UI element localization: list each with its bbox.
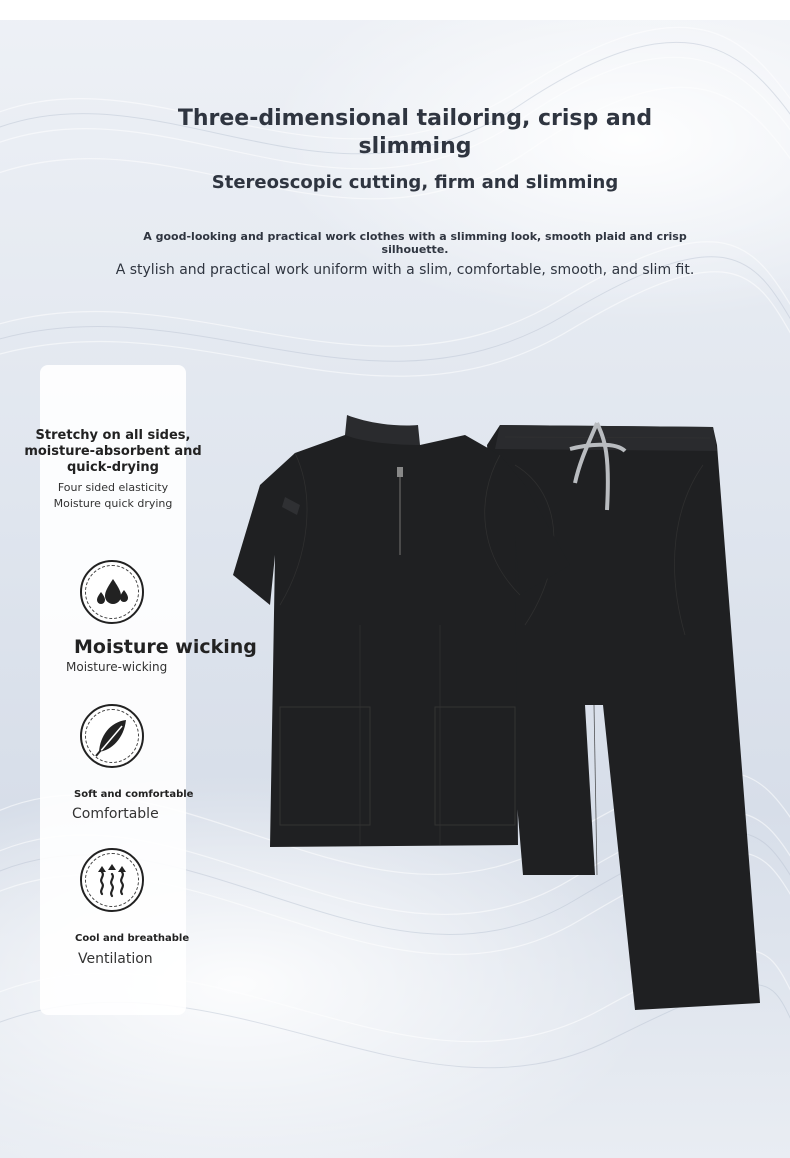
water-drops-icon	[80, 560, 144, 624]
airflow-icon	[80, 848, 144, 912]
top-band	[0, 0, 790, 20]
breathable-feature-subtitle: Ventilation	[78, 951, 153, 967]
page-title: Three-dimensional tailoring, crisp and slimming	[177, 106, 653, 159]
stretch-feature-line1: Four sided elasticity	[57, 481, 169, 494]
stretch-feature-line2: Moisture quick drying	[53, 497, 173, 510]
tagline-text: A stylish and practical work uniform with a slim, comfortable, smooth, and slim fit.	[115, 262, 695, 278]
stretch-feature-title: Stretchy on all sides, moisture-absorbent and quick-drying	[24, 428, 202, 475]
feather-icon	[80, 704, 144, 768]
wicking-feature-title: Moisture wicking	[74, 636, 257, 658]
description-text: A good-looking and practical work clothes with a slimming look, smooth plaid and crisp silhouette.	[143, 230, 687, 256]
scrub-set-image	[225, 405, 770, 1025]
page-subtitle: Stereoscopic cutting, firm and slimming	[211, 172, 619, 193]
comfort-feature-subtitle: Comfortable	[72, 806, 159, 822]
wicking-feature-subtitle: Moisture-wicking	[66, 660, 168, 674]
breathable-feature-title: Cool and breathable	[75, 933, 190, 944]
comfort-feature-title: Soft and comfortable	[74, 789, 194, 800]
